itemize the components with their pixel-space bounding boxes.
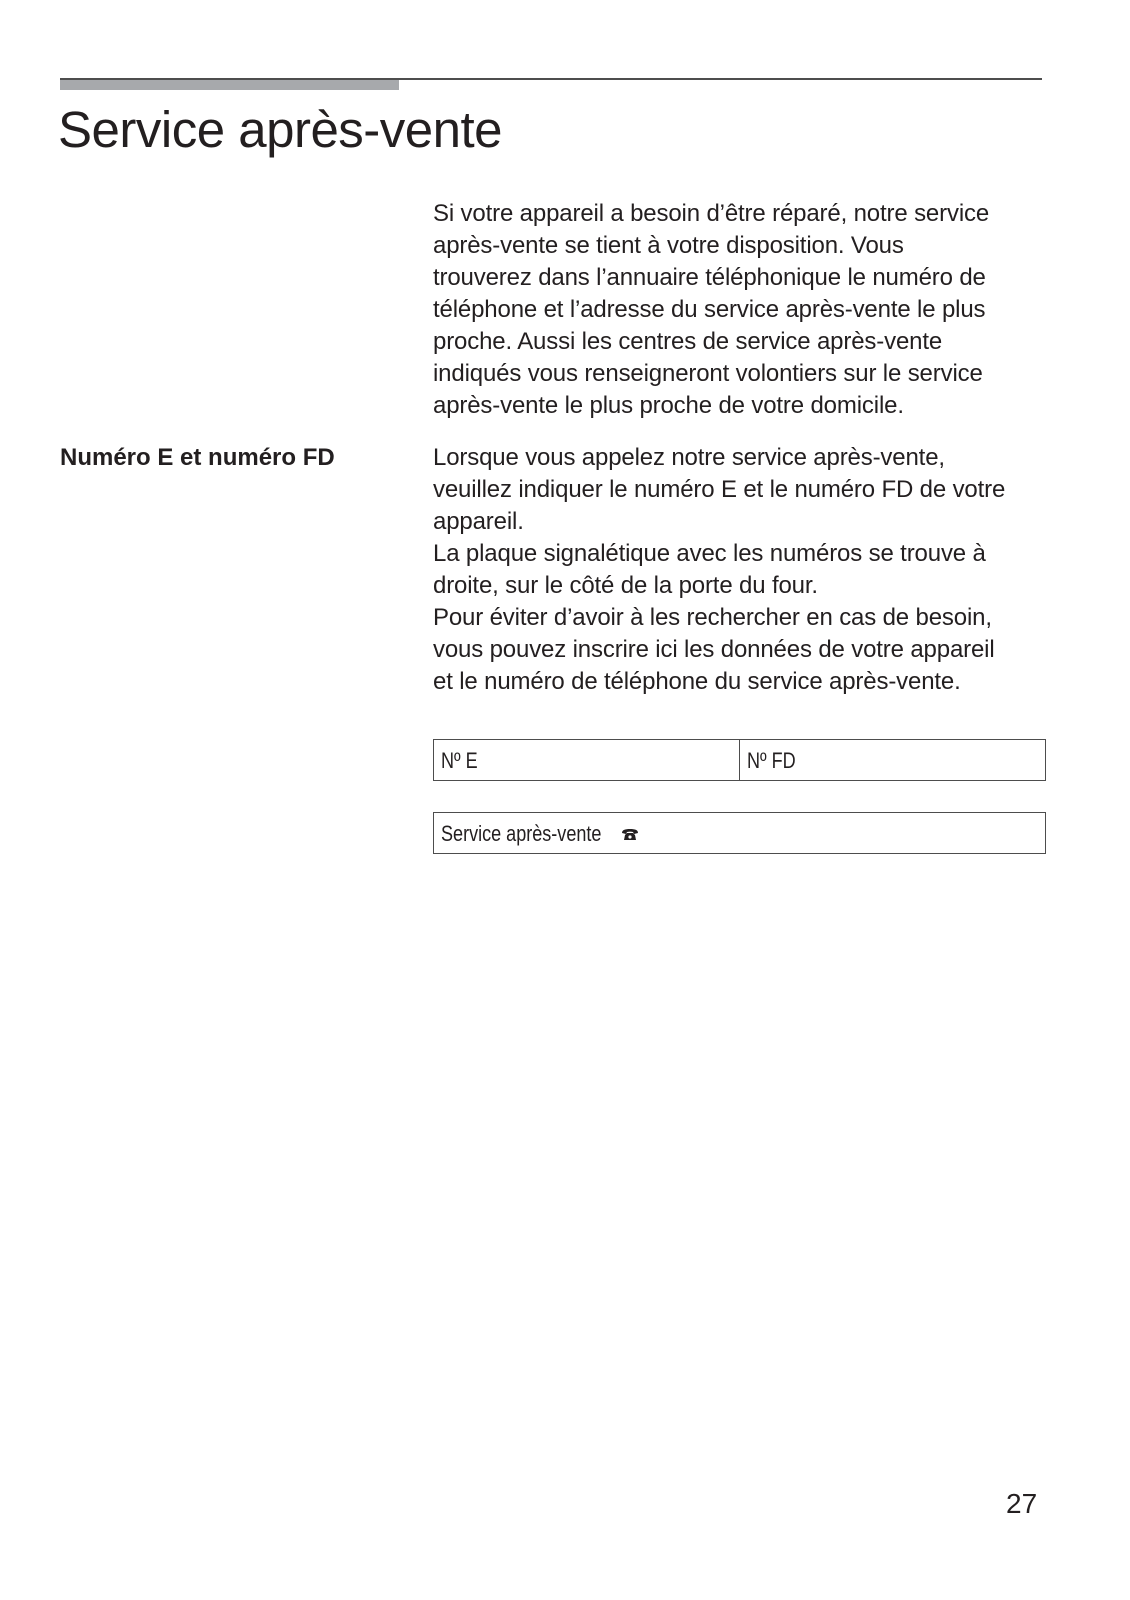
intro-line: Si votre appareil a besoin d’être réparé, notre service — [433, 200, 990, 227]
section-line: vous pouvez inscrire ici les données de votre appareil — [433, 636, 995, 663]
page-number: 27 — [1006, 1488, 1038, 1519]
intro-line: téléphone et l’adresse du service après-vente le plus — [433, 296, 986, 323]
telephone-icon — [621, 828, 639, 842]
section-heading: Numéro E et numéro FD — [60, 444, 335, 471]
intro-line: indiqués vous renseigneront volontiers sur le service — [433, 360, 983, 387]
device-numbers-form — [433, 739, 1046, 781]
intro-paragraph — [433, 198, 1053, 422]
page-title: Service après-vente — [58, 101, 503, 158]
service-phone-form — [433, 812, 1046, 854]
section-paragraph — [433, 442, 1053, 698]
intro-line: après-vente le plus proche de votre domicile. — [433, 392, 904, 419]
service-phone-field[interactable] — [434, 813, 1045, 853]
e-number-field[interactable] — [434, 740, 740, 780]
intro-line: trouverez dans l’annuaire téléphonique le numéro de — [433, 264, 986, 291]
header-accent-bar — [60, 80, 399, 90]
e-number-label: Nº E — [441, 748, 478, 773]
section-line: veuillez indiquer le numéro E et le numéro FD de votre — [433, 476, 1006, 503]
section-line: droite, sur le côté de la porte du four. — [433, 572, 818, 599]
fd-number-label: Nº FD — [747, 748, 796, 773]
section-line: appareil. — [433, 508, 524, 535]
intro-line: après-vente se tient à votre disposition. Vous — [433, 232, 904, 259]
intro-line: proche. Aussi les centres de service après-vente — [433, 328, 943, 355]
section-line: La plaque signalétique avec les numéros se trouve à — [433, 540, 986, 567]
section-line: Pour éviter d’avoir à les rechercher en cas de besoin, — [433, 604, 992, 631]
fd-number-field[interactable] — [740, 740, 1045, 780]
section-line: et le numéro de téléphone du service après-vente. — [433, 668, 961, 695]
service-phone-label: Service après-vente — [441, 821, 602, 846]
section-line: Lorsque vous appelez notre service après-vente, — [433, 444, 945, 471]
